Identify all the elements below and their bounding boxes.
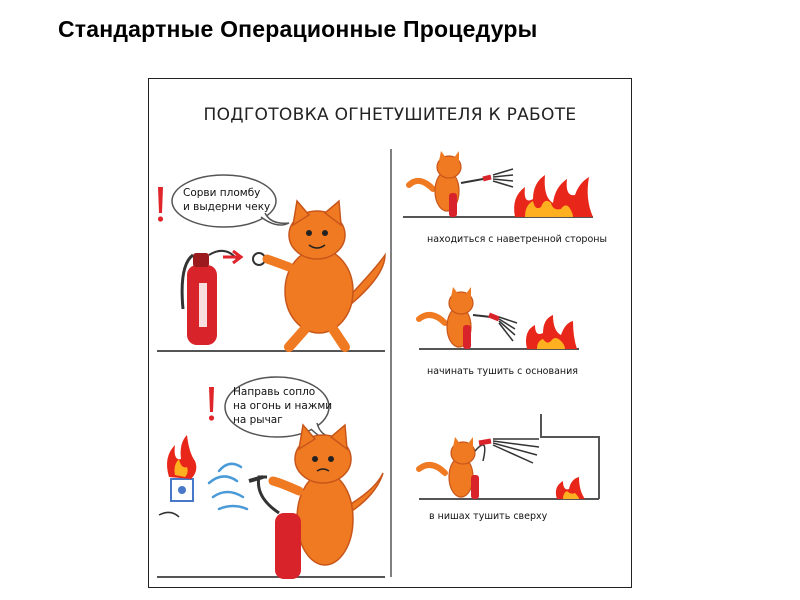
fire-socket-icon (159, 435, 196, 517)
poster (148, 78, 632, 588)
caption-windward: находиться с наветренной стороны (427, 234, 607, 245)
cat-illustration-5 (419, 437, 539, 499)
bubble-1-text (183, 186, 270, 214)
fire-icon-1 (514, 175, 593, 217)
fire-icon-2 (526, 315, 577, 349)
warning-icon-2 (209, 387, 214, 421)
poster-title: ПОДГОТОВКА ОГНЕТУШИТЕЛЯ К РАБОТЕ (203, 105, 577, 125)
cat-illustration-2 (249, 425, 383, 579)
warning-icon-1 (158, 187, 163, 222)
extinguisher-icon (182, 251, 237, 345)
slide-title: Стандартные Операционные Процедуры (58, 16, 538, 42)
bubble-2-line-1: Направь сопло (233, 386, 316, 398)
bubble-2-line-2: на огонь и нажми (233, 400, 333, 412)
caption-niche: в нишах тушить сверху (429, 511, 548, 522)
bubble-2-text (233, 385, 332, 427)
bubble-1-line-1: Сорви пломбу (183, 187, 261, 199)
poster-illustration (149, 79, 633, 589)
extinguisher-spray-icon (209, 464, 247, 509)
cat-illustration-3 (409, 151, 513, 217)
bubble-1-line-2: и выдерни чеку (183, 201, 271, 213)
cat-illustration-4 (419, 287, 517, 349)
bubble-2-line-3: на рычаг (233, 414, 283, 426)
caption-base: начинать тушить с основания (427, 366, 579, 377)
fire-icon-3 (556, 477, 585, 499)
